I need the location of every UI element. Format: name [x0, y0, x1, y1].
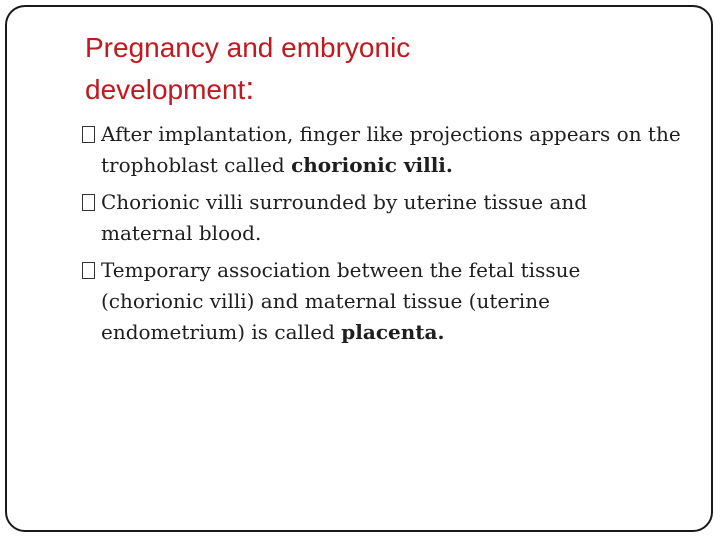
square-bullet-icon: [82, 262, 95, 279]
slide-title: [85, 27, 685, 110]
bullet-bold-text: chorionic villi.: [291, 153, 453, 177]
title-line-1: Pregnancy and embryonic: [85, 32, 411, 63]
title-line-2: development: [85, 74, 246, 105]
bullet-item: [82, 119, 682, 181]
square-bullet-icon: [82, 194, 95, 211]
bullet-item: [82, 255, 682, 348]
square-bullet-icon: [82, 126, 95, 143]
bullet-bold-text: placenta.: [341, 320, 445, 344]
bullet-text: After implantation, finger like projections appears on the trophoblast called: [101, 122, 681, 177]
bullet-item: [82, 187, 682, 249]
bullet-list: [82, 119, 682, 354]
title-colon: :: [245, 70, 255, 106]
bullet-text: Chorionic villi surrounded by uterine tissue and maternal blood.: [101, 190, 588, 245]
bullet-text: Temporary association between the fetal tissue (chorionic villi) and maternal tissue (uterine endometrium) is called: [101, 258, 581, 344]
